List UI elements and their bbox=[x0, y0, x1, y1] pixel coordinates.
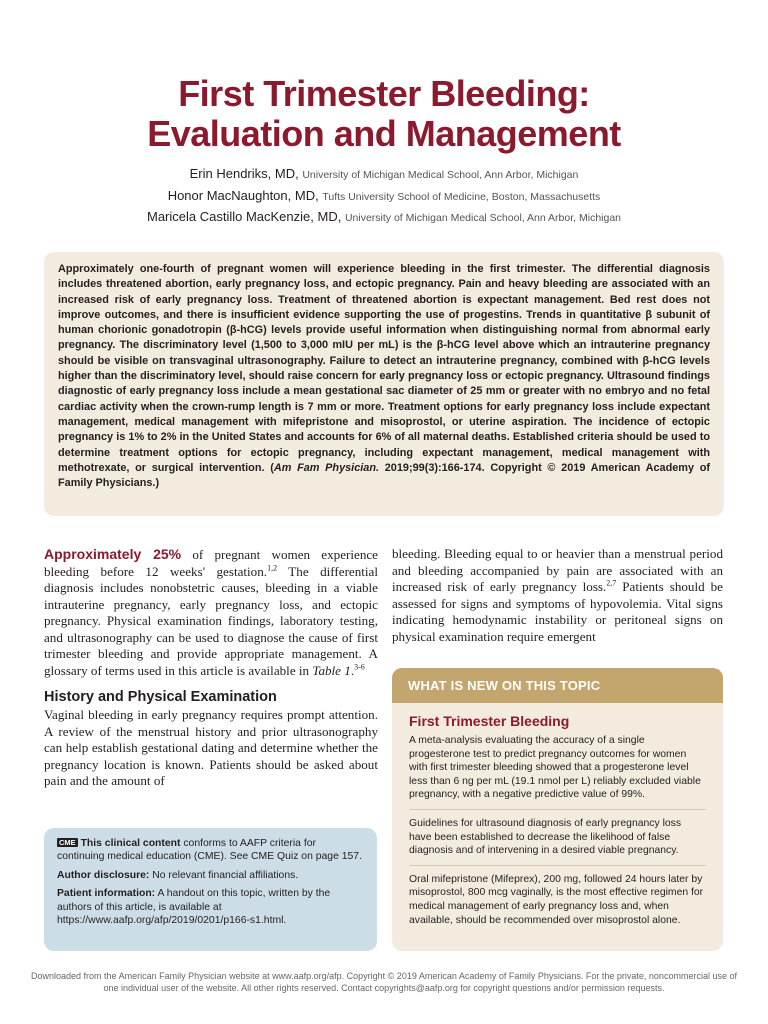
whats-new-body bbox=[392, 703, 723, 934]
journal-name: Am Fam Physician. bbox=[273, 461, 380, 474]
whats-new-item: Oral mifepristone (Mifeprex), 200 mg, followed 24 hours later by misoprostol, 800 mcg vaginally, is the most effective regimen for medical management of early pregnancy loss and, when available, should be recommended over misoprostol alone. bbox=[409, 873, 704, 926]
abstract-box bbox=[44, 252, 724, 516]
whats-new-box bbox=[392, 668, 723, 951]
author-name: Erin Hendriks, MD, bbox=[189, 166, 299, 181]
author-2 bbox=[0, 186, 768, 208]
article-title bbox=[0, 74, 768, 154]
right-paragraph: bleeding. Bleeding equal to or heavier than a menstrual period and bleeding accompanied by pain are associated with an increased risk of early pregnancy loss.$^{2,7}$ Patients should be assessed for signs and symptoms of hypovolemia. Vital signs indicating hemodynamic instability or peritoneal signs on physical examination require emergent bbox=[392, 546, 723, 644]
author-affiliation: University of Michigan Medical School, Ann Arbor, Michigan bbox=[302, 169, 579, 181]
title-line-1: First Trimester Bleeding: bbox=[178, 73, 590, 114]
copyright-footer: Downloaded from the American Family Physician website at www.aafp.org/afp. Copyright © 2019 American Academy of Family Physicians. For the private, noncommercial use of one individual user of the website. All other rights reserved. Contact copyrights@aafp.org for copyright questions and/or permission requests. bbox=[31, 971, 737, 993]
cme-info-box bbox=[44, 828, 377, 951]
section-heading-history: History and Physical Examination bbox=[44, 689, 277, 705]
author-list bbox=[0, 164, 768, 229]
left-column bbox=[44, 546, 378, 790]
author-affiliation: Tufts University School of Medicine, Boston, Massachusetts bbox=[322, 190, 601, 203]
cme-disclosure: Author disclosure: No relevant financial affiliations. bbox=[57, 869, 299, 881]
cme-clinical-content: CME This clinical content conforms to AAFP criteria for continuing medical education (CME). See CME Quiz on page 157. bbox=[57, 838, 362, 863]
author-name: Maricela Castillo MacKenzie, MD, bbox=[146, 209, 342, 224]
table-reference: Table 1 bbox=[312, 662, 351, 678]
abstract-text: Approximately one-fourth of pregnant women will experience bleeding in the first trimester. The differential diagnosis includes threatened abortion, early pregnancy loss, and ectopic pregnancy. Pain and heavy bleeding are associated with an increased risk of early pregnancy loss. Treatment of threatened abortion is expectant management. Bed rest does not improve outcomes, and there is insufficient evidence supporting the use of progestins. Trends in quantitative β subunit of human chorionic gonadotropin (β-hCG) levels provide useful information when distinguishing normal from abnormal early pregnancy. The discriminatory level (1,500 to 3,000 mIU per mL) is the β-hCG level above which an intrauterine pregnancy should be visible on transvaginal ultrasonography. Failure to detect an intrauterine pregnancy, combined with β-hCG levels higher than the discriminatory level, should raise concern for early pregnancy loss or ectopic pregnancy. Ultrasound findings diagnostic of early pregnancy loss include a mean gestational sac diameter of 25 mm or greater with no embryo and no fetal cardiac activity when the crown-rump length is 7 mm or more. Treatment options for early pregnancy loss include expectant management, medical management with mifepristone and misoprostol, or uterine aspiration. The incidence of ectopic pregnancy is 1% to 2% in the United States and accounts for 6% of all maternal deaths. Established criteria should be used to determine treatment options for ectopic pregnancy, including expectant management, medical management with methotrexate, or surgical intervention. (Am Fam Physician. 2019;99(3):166-174. Copyright © 2019 American Academy of Family Physicians.) bbox=[58, 263, 711, 490]
author-name: Honor MacNaughton, MD, bbox=[167, 187, 319, 203]
right-column bbox=[392, 546, 723, 645]
lead-in: Approximately 25% bbox=[44, 546, 182, 562]
history-paragraph: Vaginal bleeding in early pregnancy requires prompt attention. A review of the menstrual history and prior ultrasonography can help establish gestational dating and determine whether the pregnancy location is known. Patients should be asked about pain and the amount of bbox=[44, 707, 378, 788]
whats-new-subtitle: First Trimester Bleeding bbox=[409, 713, 570, 729]
cme-patient-info: Patient information: A handout on this topic, written by the authors of this article, is available at https://www.aafp.org/afp/2019/0201/p166-s1.html. bbox=[57, 888, 331, 927]
whats-new-item: A meta-analysis evaluating the accuracy of a single progesterone test to predict pregnancy outcomes for women with first trimester bleeding showed that a progesterone level less than 6 ng per mL (19.1 nmol per L) reliably excluded viable pregnancy, with a negative predictive value of 99%. bbox=[409, 734, 706, 810]
whats-new-header: WHAT IS NEW ON THIS TOPIC bbox=[392, 668, 723, 703]
cme-badge: CME bbox=[59, 838, 76, 847]
whats-new-item: Guidelines for ultrasound diagnosis of early pregnancy loss have been established to decrease the likelihood of false diagnosis and of intervening in a desired viable pregnancy. bbox=[409, 817, 706, 866]
author-1 bbox=[0, 164, 768, 186]
author-3 bbox=[0, 207, 768, 229]
title-line-2: Evaluation and Management bbox=[147, 113, 621, 154]
author-affiliation: University of Michigan Medical School, Ann Arbor, Michigan bbox=[344, 212, 622, 224]
intro-paragraph: Approximately 25% of pregnant women experience bleeding before 12 weeks' gestation.$^{1,2}$ The differential diagnosis includes nonobstetric causes, bleeding in a viable intrauterine pregnancy, early pregnancy loss, and ectopic pregnancy. Physical examination findings, laboratory testing, and ultrasonography can be used to diagnose the cause of first trimester bleeding and provide appropriate management. A glossary of terms used in this article is available in Table 1.$^{3-6}$ bbox=[44, 546, 379, 678]
